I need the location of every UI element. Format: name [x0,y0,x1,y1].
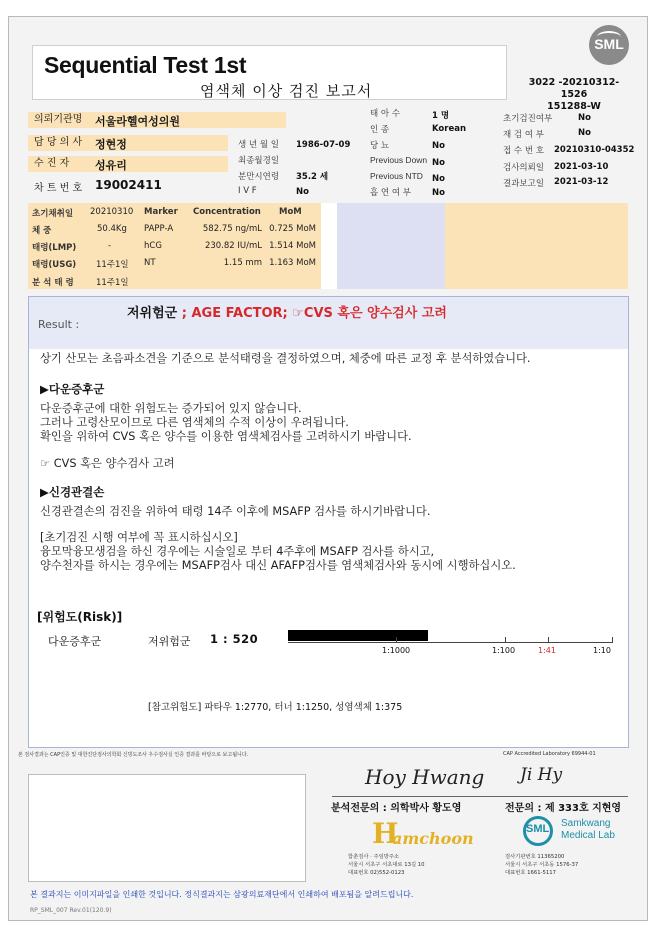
analyst-signature: Hoy Hwang [365,765,485,789]
sml-lab-name: Samkwang Medical Lab [561,818,615,841]
note-line-3: 양수천자를 하시는 경우에는 MSAFP검사 대신 AFAFP검사를 염색체검사와 동시에 시행하십시오. [40,559,516,572]
hamchoon-logo-h: H [372,817,399,850]
birth-label: 생 년 월 일 [238,140,279,150]
first-test-value: No [578,113,591,123]
report-date-label: 결과보고일 [503,179,545,189]
risk-tick-label: 1:1000 [382,646,411,655]
hamchoon-address: 함춘검사 · 주임방주소 서울시 서초구 서초대로 13길 10 대표번호 02)552-0123 [348,854,425,876]
marker-name: NT [144,258,156,268]
print-notice: 본 결과지는 이미지파일을 인쇄한 것입니다. 정식결과지는 삼광의료재단에서 인쇄하여 배포됨을 알려드립니다. [30,890,414,899]
patient-value: 성유리 [95,159,127,172]
retest-value: No [578,128,591,138]
prev-ntd-label: Previous NTD [370,171,423,181]
result-summary: 저위험군 ; AGE FACTOR; ☞CVS 혹은 양수검사 고려 [127,306,447,321]
ivf-value: No [296,187,309,197]
risk-condition: 다운증후군 [48,635,102,648]
sample-date-label: 초기채취일 [32,209,74,219]
ivf-label: I V F [238,186,257,196]
chart-value: 19002411 [95,178,162,192]
dm-value: No [432,141,445,151]
smoke-value: No [432,188,445,198]
sample-date-value: 20210310 [90,207,134,217]
prev-ntd-value: No [432,174,445,184]
blank-blue-block [337,203,445,289]
receipt-value: 20210310-04352 [554,145,635,155]
marker-mom: 1.163 MoM [269,258,316,268]
ga-lmp-label: 태령(LMP) [32,243,77,253]
ga-lmp-value: - [108,241,112,251]
result-label: Result : [38,318,80,331]
reference-risk: [참고위험도] 파타우 1:2770, 터너 1:1250, 성염색체 1:375 [148,702,403,713]
blank-right-block [445,203,628,289]
prev-down-label: Previous Down [370,155,428,165]
race-value: Korean [432,124,467,134]
risk-tick [548,637,549,643]
risk-tick-label: 1:100 [492,646,516,655]
sml-lab-logo-text: SML [526,823,550,835]
risk-tick [612,637,613,643]
fetus-value: 1 명 [432,111,450,121]
ga-analysis-label: 분 석 태 령 [32,278,74,288]
birth-value: 1986-07-09 [296,140,351,150]
risk-tick [505,637,506,643]
institution-label: 의뢰기관명 [28,112,286,128]
down-recommendation: ☞ CVS 혹은 양수검사 고려 [40,457,175,470]
mom-header: MoM [279,207,302,217]
marker-concentration: 230.82 IU/mL [204,241,262,251]
marker-concentration: 582.75 ng/mL [202,224,262,234]
weight-label: 체 중 [32,226,52,236]
marker-name: hCG [144,241,162,251]
specialist-name: 전문의 : 제 333호 지현영 [505,803,622,814]
chart-label: 차 트 번 호 [34,183,83,194]
doctor-label: 담 당 의 사 [28,135,228,151]
form-revision: RP_SML_007 Rev.01(120.9) [30,907,112,914]
signature-line [500,796,628,797]
report-date-value: 2021-03-12 [554,177,609,187]
blank-comment-box [28,774,306,882]
request-date-value: 2021-03-10 [554,162,609,172]
retest-label: 재 검 여 부 [503,130,544,140]
marker-mom: 0.725 MoM [269,224,316,234]
risk-level: 저위험군 [148,635,191,648]
ntd-heading: ▶신경관결손 [40,485,105,499]
age-value: 35.2 세 [296,172,329,182]
ga-analysis-value: 11주1일 [96,278,129,288]
risk-tick-label: 1:10 [593,646,611,655]
ntd-line-1: 신경관결손의 검진을 위하여 태령 14주 이후에 MSAFP 검사를 하시기바랍니다. [40,505,431,518]
down-line-2: 그러나 고령산모이므로 다른 염색체의 수적 이상이 우려됩니다. [40,416,349,429]
request-date-label: 검사의뢰일 [503,163,545,173]
report-title: Sequential Test 1st [44,52,247,78]
risk-tick [396,637,397,643]
certification-remark: 본 검사결과는 CAP인증 및 대한진단검사의학회 신빙도조사 우수검사실 인증 결과를 바탕으로 보고됩니다. [18,752,249,758]
risk-title: [위험도(Risk)] [37,610,123,624]
sml-lab-address: 검사기관번호 11365200 서울시 서초구 서초동 1576-37 대표번호 1661-5117 [505,854,579,876]
institution-value: 서울라헬여성의원 [95,115,181,128]
doctor-value: 정현정 [95,138,127,151]
report-number: 3022 -20210312-1526 151288-W [528,77,620,112]
receipt-label: 접 수 번 호 [503,146,544,156]
marker-name: PAPP-A [144,224,174,234]
signature-line [332,796,500,797]
report-subtitle: 염색체 이상 검진 보고서 [200,82,373,100]
down-line-3: 확인을 위하여 CVS 혹은 양수를 이용한 염색체검사를 고려하시기 바랍니다. [40,430,412,443]
hamchoon-logo: amchoon [392,829,474,848]
lmp-label: 최종월경일 [238,156,280,166]
first-test-label: 초기검진여부 [503,114,553,124]
marker-mom: 1.514 MoM [269,241,316,251]
race-label: 인 종 [370,125,390,135]
down-syndrome-heading: ▶다운증후군 [40,382,105,396]
down-line-1: 다운증후군에 대한 위험도는 증가되어 있지 않습니다. [40,402,302,415]
prev-down-value: No [432,158,445,168]
risk-cutoff-label: 1:41 [538,646,556,655]
concentration-header: Concentration [193,207,261,217]
analyst-name: 분석전문의 : 의학박사 황도영 [331,803,462,814]
smoke-label: 흡 연 여 부 [370,188,411,198]
marker-header: Marker [144,207,178,217]
patient-label: 수 진 자 [28,156,228,172]
cap-accreditation: CAP Accredited Laboratory 69944-01 [503,751,596,757]
weight-value: 50.4Kg [97,224,127,234]
age-label: 분만시연령 [238,172,280,182]
risk-axis [288,642,613,643]
fetus-label: 태 아 수 [370,109,401,119]
note-line-2: 융모막융모생검을 하신 경우에는 시술일로 부터 4주후에 MSAFP 검사를 하시고, [40,545,435,558]
sml-logo: SML [589,25,629,65]
marker-concentration: 1.15 mm [223,258,262,268]
analysis-intro: 상기 산모는 초음파소견을 기준으로 분석태령을 결정하였으며, 체중에 따른 교정 후 분석하였습니다. [40,352,531,365]
specialist-signature: Ji Hy [520,765,563,785]
risk-ratio: 1 : 520 [210,632,259,646]
dm-label: 당 뇨 [370,141,390,151]
note-line-1: [초기검진 시행 여부에 꼭 표시하십시오] [40,531,238,544]
ga-usg-value: 11주1일 [96,260,129,270]
risk-bar [288,630,428,641]
ga-usg-label: 태령(USG) [32,260,77,270]
